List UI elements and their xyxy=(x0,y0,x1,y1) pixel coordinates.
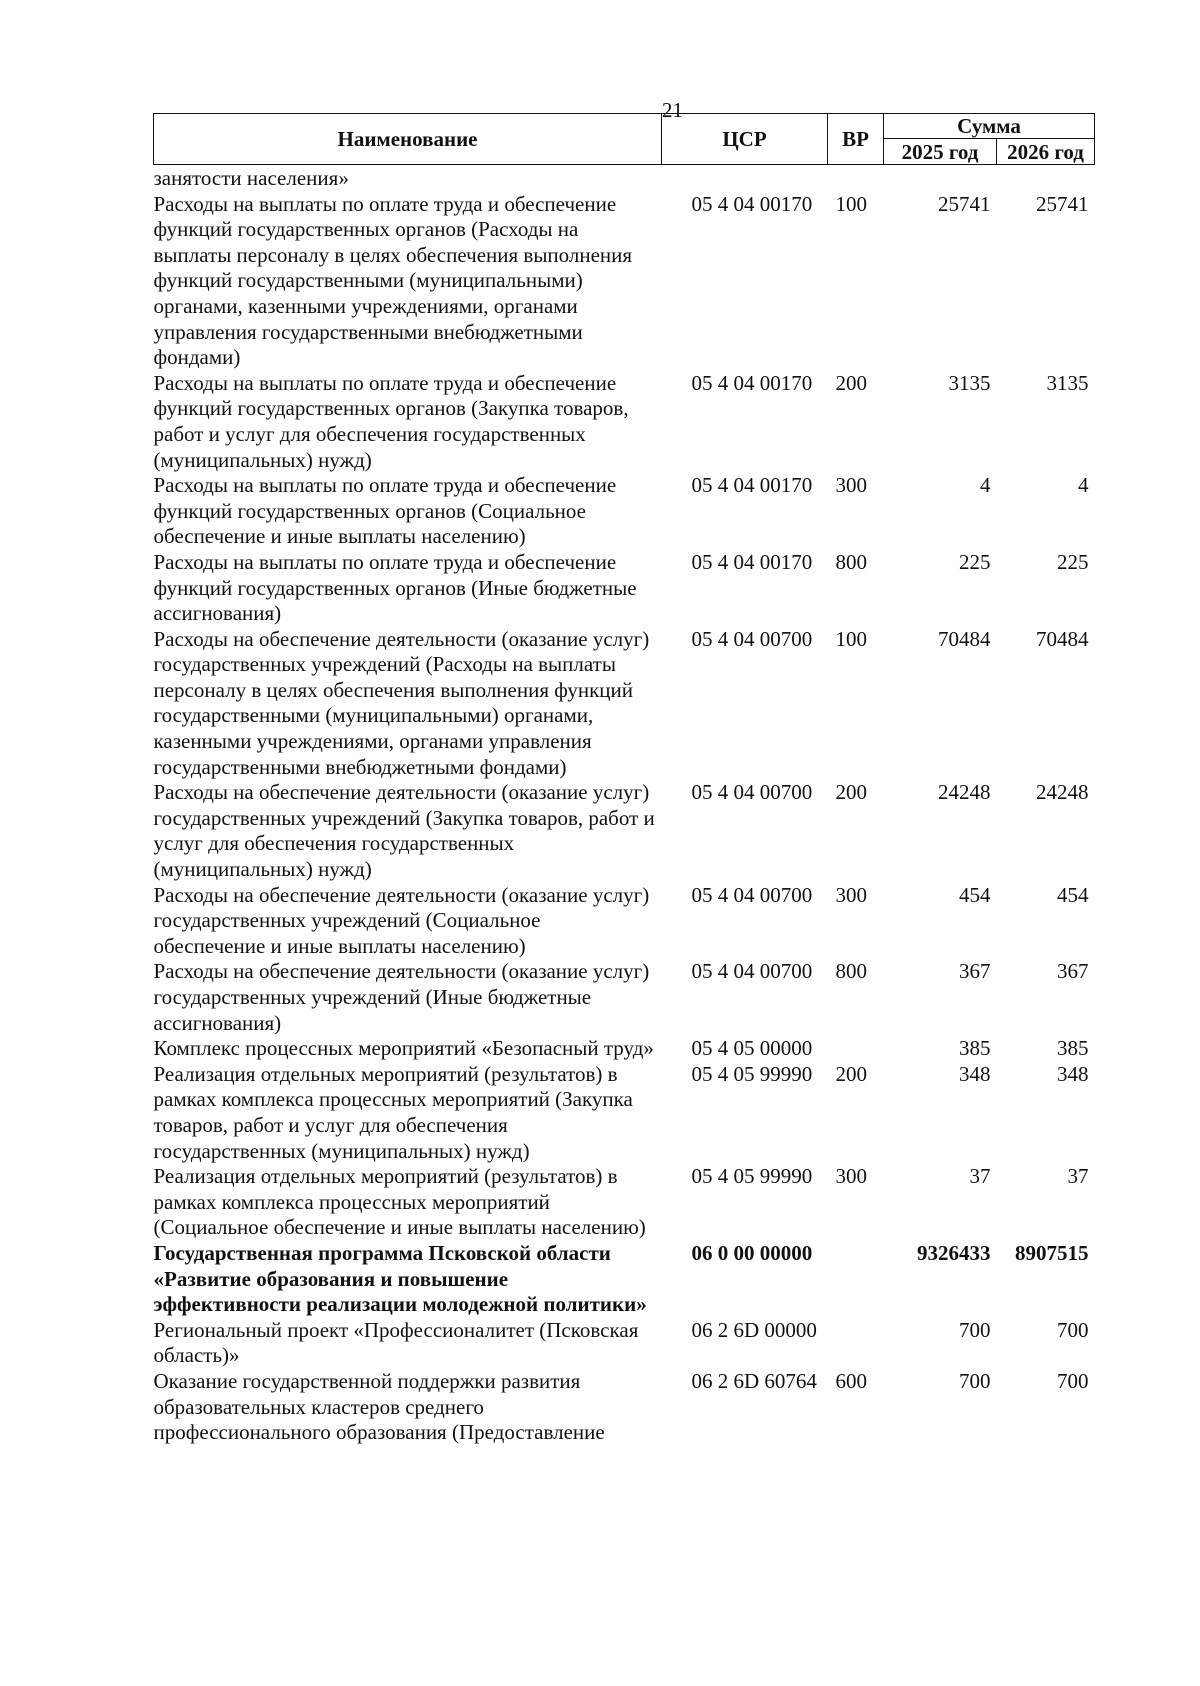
table-body xyxy=(154,165,1095,1446)
table-row xyxy=(154,1062,1095,1164)
row-name: Расходы на выплаты по оплате труда и обеспечение функций государственных органов (Иные бюджетные ассигнования) xyxy=(153,549,637,626)
row-sum-2025: 24248 xyxy=(938,780,991,805)
row-vr: 200 xyxy=(835,370,867,395)
budget-table xyxy=(153,113,1095,1446)
table-row xyxy=(154,883,1095,960)
row-vr: 600 xyxy=(835,1368,867,1393)
row-sum-2026: 4 xyxy=(1078,473,1089,498)
table-row xyxy=(154,473,1095,550)
row-name: Комплекс процессных мероприятий «Безопасный труд» xyxy=(153,1036,654,1061)
row-sum-2025: 385 xyxy=(959,1036,991,1061)
header-year-2026: 2026 год xyxy=(997,139,1095,165)
table-row xyxy=(154,550,1095,627)
table-row xyxy=(154,1036,1095,1062)
row-sum-2025: 3135 xyxy=(948,370,991,395)
row-sum-2026: 37 xyxy=(1067,1164,1089,1189)
row-sum-2026: 385 xyxy=(1057,1036,1089,1061)
row-sum-2026: 454 xyxy=(1057,882,1089,907)
row-sum-2025: 367 xyxy=(959,959,991,984)
row-vr: 300 xyxy=(835,1164,867,1189)
row-sum-2025: 37 xyxy=(969,1164,991,1189)
row-sum-2025: 4 xyxy=(980,473,991,498)
row-sum-2026: 24248 xyxy=(1036,780,1089,805)
row-sum-2026: 25741 xyxy=(1036,191,1089,216)
row-csr: 05 4 04 00170 xyxy=(691,370,813,395)
table-row xyxy=(154,627,1095,781)
row-vr xyxy=(828,1036,884,1062)
table-row xyxy=(154,959,1095,1036)
row-vr: 800 xyxy=(835,549,867,574)
row-name: Оказание государственной поддержки развития образовательных кластеров среднего профессионального образования (Предоставление xyxy=(153,1368,605,1445)
row-vr: 100 xyxy=(835,626,867,651)
table-row xyxy=(154,371,1095,473)
row-sum-2026: 700 xyxy=(1057,1317,1089,1342)
row-csr: 06 0 00 00000 xyxy=(691,1240,813,1265)
row-vr: 100 xyxy=(835,191,867,216)
table-row xyxy=(154,1241,1095,1318)
row-sum-2026: 3135 xyxy=(1046,370,1089,395)
row-csr: 05 4 04 00170 xyxy=(691,473,813,498)
row-name: Расходы на выплаты по оплате труда и обеспечение функций государственных органов (Расходы на выплаты персоналу в целях обеспечения выполнения функций государственными (муниципальными) органами, казенными учреждениями, органами управления государственными внебюджетными фондами) xyxy=(153,191,633,370)
row-name: Государственная программа Псковской области «Развитие образования и повышение эффективности реализации молодежной политики» xyxy=(153,1240,647,1317)
row-sum-2025: 225 xyxy=(959,549,991,574)
row-vr: 300 xyxy=(835,882,867,907)
row-sum-2026: 700 xyxy=(1057,1368,1089,1393)
row-sum-2026: 225 xyxy=(1057,549,1089,574)
header-name: Наименование xyxy=(154,114,662,165)
row-sum-2025: 454 xyxy=(959,882,991,907)
row-name: занятости населения» xyxy=(153,166,349,190)
row-csr: 05 4 05 99990 xyxy=(691,1061,813,1086)
row-name: Расходы на обеспечение деятельности (оказание услуг) государственных учреждений (Закупка товаров, работ и услуг для обеспечения государственных (муниципальных) нужд) xyxy=(153,780,655,882)
row-sum-2025: 70484 xyxy=(938,626,991,651)
row-name: Реализация отдельных мероприятий (результатов) в рамках комплекса процессных мероприятий (Социальное обеспечение и иные выплаты населению) xyxy=(153,1164,646,1240)
table-header xyxy=(154,114,1095,165)
table-row xyxy=(154,165,1095,192)
row-name: Расходы на обеспечение деятельности (оказание услуг) государственных учреждений (Социальное обеспечение и иные выплаты населению) xyxy=(153,882,650,958)
row-name: Расходы на выплаты по оплате труда и обеспечение функций государственных органов (Социальное обеспечение и иные выплаты населению) xyxy=(153,473,617,549)
row-vr: 200 xyxy=(835,780,867,805)
table-row xyxy=(154,1369,1095,1446)
row-vr xyxy=(828,165,884,192)
row-csr: 05 4 05 00000 xyxy=(691,1036,813,1061)
row-vr xyxy=(828,1318,884,1369)
row-csr: 05 4 04 00170 xyxy=(691,549,813,574)
row-name: Расходы на выплаты по оплате труда и обеспечение функций государственных органов (Закупка товаров, работ и услуг для обеспечения государственных (муниципальных) нужд) xyxy=(153,370,629,472)
row-sum-2025: 700 xyxy=(959,1368,991,1393)
page-number: 21 xyxy=(662,98,683,122)
row-name: Расходы на обеспечение деятельности (оказание услуг) государственных учреждений (Расходы на выплаты персоналу в целях обеспечения выполнения функций государственными (муниципальными) органами, казенными учреждениями, органами управления государственными внебюджетными фондами) xyxy=(153,626,650,779)
row-name: Расходы на обеспечение деятельности (оказание услуг) государственных учреждений (Иные бюджетные ассигнования) xyxy=(153,959,650,1035)
row-vr: 300 xyxy=(835,473,867,498)
row-vr xyxy=(828,1241,884,1318)
header-year-2025: 2025 год xyxy=(884,139,997,165)
row-sum-2026: 348 xyxy=(1057,1061,1089,1086)
table-row xyxy=(154,1164,1095,1241)
table-row xyxy=(154,780,1095,882)
row-csr: 05 4 05 99990 xyxy=(691,1164,813,1189)
row-csr: 05 4 04 00700 xyxy=(691,959,813,984)
row-csr: 05 4 04 00700 xyxy=(691,882,813,907)
row-csr xyxy=(662,165,828,192)
row-csr: 06 2 6D 60764 xyxy=(691,1368,817,1393)
row-sum-2025: 9326433 xyxy=(917,1240,991,1265)
row-sum-2025: 700 xyxy=(959,1317,991,1342)
header-vr: ВР xyxy=(828,114,884,165)
row-csr: 06 2 6D 00000 xyxy=(691,1317,817,1342)
row-vr: 200 xyxy=(835,1061,867,1086)
row-csr: 05 4 04 00700 xyxy=(691,780,813,805)
row-csr: 05 4 04 00170 xyxy=(691,191,813,216)
row-vr: 800 xyxy=(835,959,867,984)
row-name: Реализация отдельных мероприятий (результатов) в рамках комплекса процессных мероприятий (Закупка товаров, работ и услуг для обеспечения государственных (муниципальных) нужд) xyxy=(153,1061,633,1163)
header-csr: ЦСР xyxy=(662,114,828,165)
row-sum-2026: 8907515 xyxy=(1015,1240,1089,1265)
header-sum: Сумма xyxy=(884,114,1095,139)
row-sum-2025: 25741 xyxy=(938,191,991,216)
row-sum-2026: 70484 xyxy=(1036,626,1089,651)
table-row xyxy=(154,192,1095,371)
row-sum-2025 xyxy=(884,165,997,192)
row-csr: 05 4 04 00700 xyxy=(691,626,813,651)
table-row xyxy=(154,1318,1095,1369)
row-sum-2025: 348 xyxy=(959,1061,991,1086)
row-sum-2026: 367 xyxy=(1057,959,1089,984)
row-sum-2026 xyxy=(997,165,1095,192)
row-name: Региональный проект «Профессионалитет (Псковская область)» xyxy=(153,1317,639,1368)
